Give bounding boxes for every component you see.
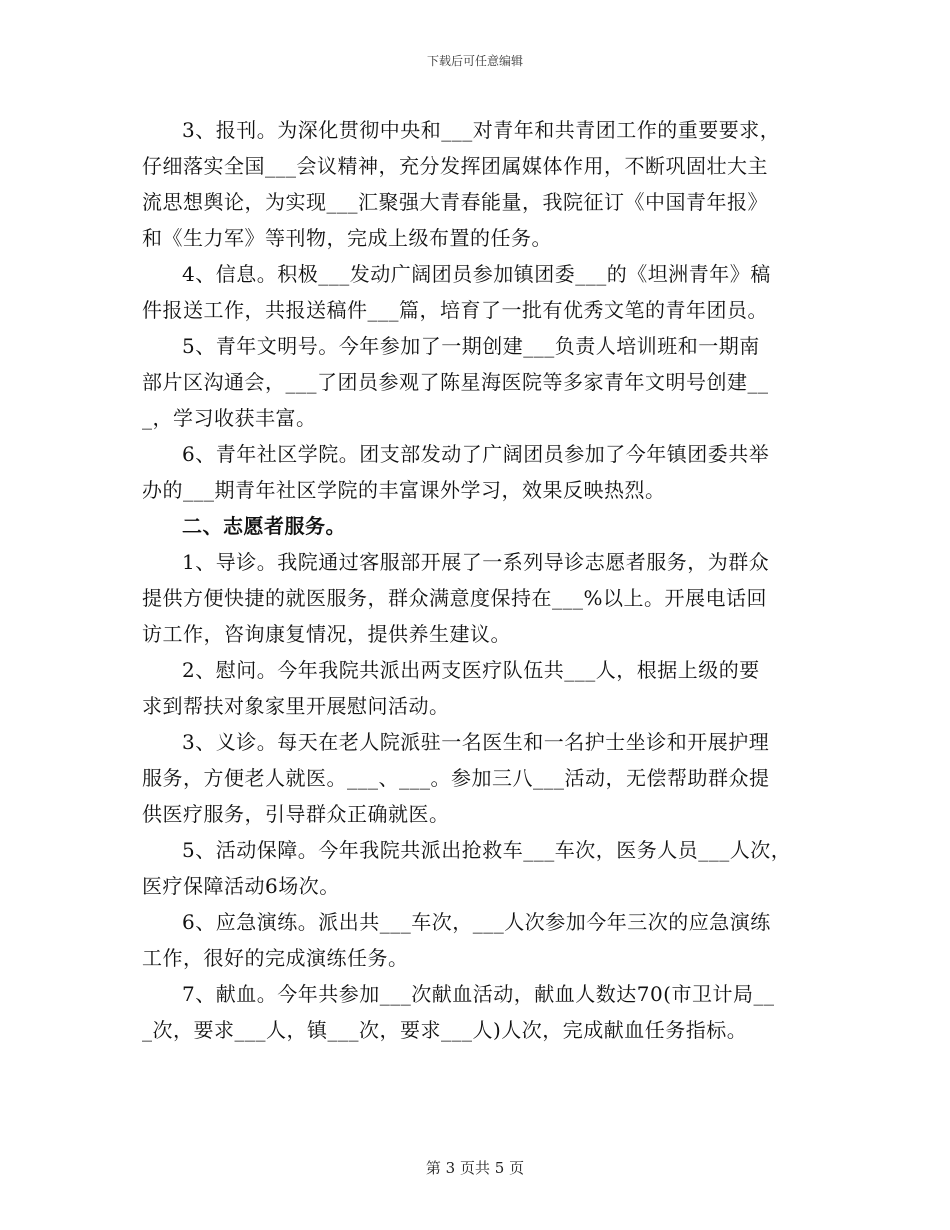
document-body (142, 112, 808, 1048)
page-header: 下载后可任意编辑 (426, 54, 523, 68)
paragraph-emergency-drill: 6、应急演练。派出共___车次，___人次参加今年三次的应急演练 工作，很好的完成演练任务。 (142, 910, 771, 970)
paragraph-condolence: 2、慰问。今年我院共派出两支医疗队伍共___人，根据上级的要 求到帮扶对象家里开展慰问活动。 (142, 658, 760, 718)
section-heading-volunteer: 二、志愿者服务。 (182, 514, 346, 538)
page-footer: 第 3 页共 5 页 (425, 1159, 525, 1177)
paragraph-information: 4、信息。积极___发动广阔团员参加镇团委___的《坦洲青年》稿 件报送工作，共报送稿件___篇，培育了一批有优秀文笔的青年团员。 (142, 262, 771, 322)
paragraph-guidance: 1、导诊。我院通过客服部开展了一系列导诊志愿者服务，为群众 提供方便快捷的就医服务，群众满意度保持在___%以上。开展电话回 访工作，咨询康复情况，提供养生建议。 (142, 550, 770, 646)
paragraph-community-college: 6、青年社区学院。团支部发动了广阔团员参加了今年镇团委共举 办的___期青年社区学院的丰富课外学习，效果反映热烈。 (142, 442, 770, 502)
paragraph-youth-civilization: 5、青年文明号。今年参加了一期创建___负责人培训班和一期南 部片区沟通会，___了团员参观了陈星海医院等多家青年文明号创建__ _，学习收获丰富。 (142, 334, 769, 430)
paragraph-free-clinic: 3、义诊。每天在老人院派驻一名医生和一名护士坐诊和开展护理 服务，方便老人就医。___、___。参加三八___活动，无偿帮助群众提 供医疗服务，引导群众正确就医。 (142, 730, 770, 826)
paragraph-newspapers: 3、报刊。为深化贯彻中央和___对青年和共青团工作的重要要求， 仔细落实全国___会议精神，充分发挥团属媒体作用，不断巩固壮大主 流思想舆论，为实现___汇聚强大青春能量，我院征订《中国青年报》 和《生力军》等刊物，完成上级布置的任务。 (142, 118, 781, 250)
paragraph-event-support: 5、活动保障。今年我院共派出抢救车___车次，医务人员___人次， 医疗保障活动6场次。 (142, 838, 792, 898)
paragraph-blood-donation: 7、献血。今年共参加___次献血活动，献血人数达70(市卫计局__ _次，要求___人，镇___次，要求___人)人次，完成献血任务指标。 (142, 982, 775, 1042)
